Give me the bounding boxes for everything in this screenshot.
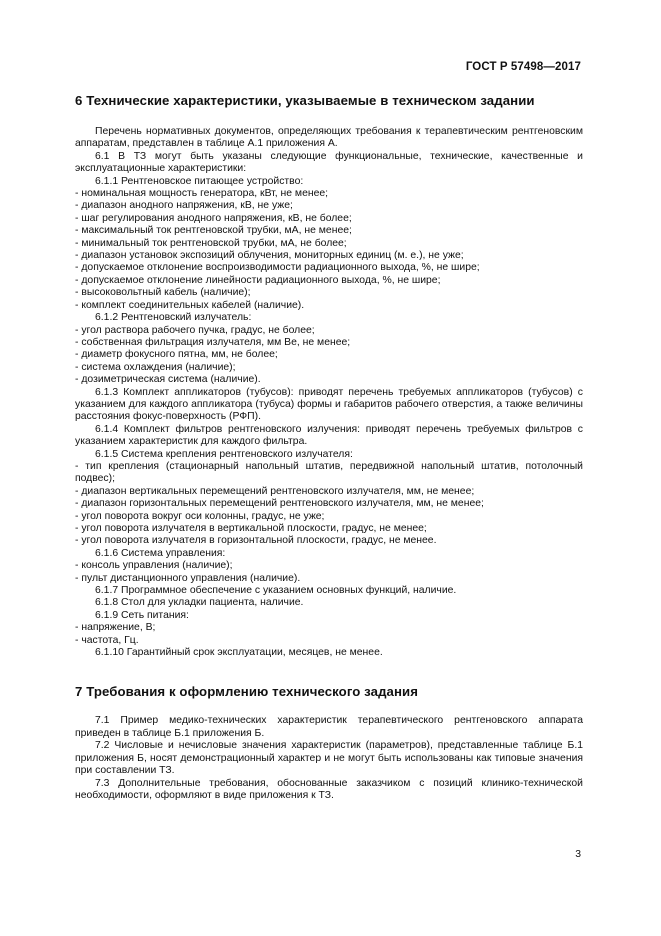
list-item: - система охлаждения (наличие); — [75, 361, 236, 373]
section-7-title: 7 Требования к оформлению технического задания — [75, 684, 419, 700]
list-6-1-9 — [75, 622, 583, 647]
list-6-1-6 — [75, 560, 583, 585]
page-content — [75, 93, 583, 802]
list-item: - дозиметрическая система (наличие). — [75, 374, 261, 386]
clause-6-1-9: 6.1.9 Сеть питания: — [95, 609, 189, 621]
list-item: - высоковольтный кабель (наличие); — [75, 287, 251, 299]
clause-6-1-2: 6.1.2 Рентгеновский излучатель: — [95, 312, 252, 324]
clause-6-1-5-mount-type: - тип крепления (стационарный напольный штатив, передвижной напольный штатив, потолочный подвес); — [75, 460, 583, 485]
clause-6-1-7: 6.1.7 Программное обеспечение с указанием основных функций, наличие. — [95, 585, 457, 597]
clause-6-1-1: 6.1.1 Рентгеновское питающее устройство: — [95, 175, 304, 187]
list-item: - шаг регулирования анодного напряжения, кВ, не более; — [75, 212, 352, 224]
list-item: - диапазон горизонтальных перемещений рентгеновского излучателя, мм, не менее; — [75, 498, 484, 510]
list-item: - консоль управления (наличие); — [75, 560, 233, 572]
list-item: - диапазон установок экспозиций облучения, мониторных единиц (м. е.), не уже; — [75, 250, 464, 262]
list-item: - номинальная мощность генератора, кВт, не менее; — [75, 188, 329, 200]
list-item: - комплект соединительных кабелей (наличие). — [75, 299, 305, 311]
section-6-intro: Перечень нормативных документов, определяющих требования к терапевтическим рентгеновским аппаратам, представлен в таблице А.1 приложения А. — [75, 126, 583, 150]
clause-6-1: 6.1 В ТЗ могут быть указаны следующие функциональные, технические, качественные и эксплуатационные характеристики: — [75, 150, 583, 175]
clause-6-1-5: 6.1.5 Система крепления рентгеновского излучателя: — [95, 448, 353, 460]
clause-7-2: 7.2 Числовые и нечисловые значения характеристик (параметров), представленные таблице Б.1 приложения Б, носят демонстрационный характер и не могут быть использованы как типовые значения при составлении ТЗ. — [75, 740, 583, 777]
list-item: - угол поворота вокруг оси колонны, градус, не уже; — [75, 510, 325, 522]
clause-6-1-8: 6.1.8 Стол для укладки пациента, наличие. — [95, 597, 304, 609]
clause-6-1-6: 6.1.6 Система управления: — [95, 547, 226, 559]
list-item: - диапазон вертикальных перемещений рентгеновского излучателя, мм, не менее; — [75, 485, 475, 497]
list-6-1-2 — [75, 325, 583, 387]
document-code: ГОСТ Р 57498—2017 — [465, 61, 581, 73]
section-6-title: 6 Технические характеристики, указываемые в техническом задании — [75, 93, 535, 108]
clause-6-1-4: 6.1.4 Комплект фильтров рентгеновского излучения: приводят перечень требуемых фильтров с указанием характеристик для каждого фильтра. — [75, 423, 583, 448]
list-item: - диаметр фокусного пятна, мм, не более; — [75, 349, 278, 361]
list-item: - угол поворота излучателя в вертикальной плоскости, градус, не менее; — [75, 523, 427, 534]
list-item: - напряжение, В; — [75, 622, 156, 634]
page-number: 3 — [575, 849, 581, 860]
list-item: - максимальный ток рентгеновской трубки, мА, не менее; — [75, 225, 352, 237]
list-item: - пульт дистанционного управления (наличие). — [75, 572, 301, 584]
clause-6-1-3: 6.1.3 Комплект аппликаторов (тубусов): приводят перечень требуемых аппликаторов (тубусов) с указанием для каждого аппликатора (тубуса) формы и габаритов рабочего отверстия, а также величины расстояния фокус-поверхность (РФП). — [75, 386, 583, 423]
list-item: - диапазон анодного напряжения, кВ, не уже; — [75, 200, 293, 212]
clause-6-1-10: 6.1.10 Гарантийный срок эксплуатации, месяцев, не менее. — [95, 647, 383, 659]
list-6-1-5 — [75, 486, 583, 548]
list-item: - частота, Гц. — [75, 634, 139, 646]
list-item: - собственная фильтрация излучателя, мм Be, не менее; — [75, 336, 351, 348]
list-item: - допускаемое отклонение линейности радиационного выхода, %, не шире; — [75, 274, 441, 286]
clause-7-1: 7.1 Пример медико-технических характеристик терапевтического рентгеновского аппарата приведен в таблице Б.1 приложения Б. — [75, 715, 583, 739]
list-6-1-1 — [75, 188, 583, 312]
list-item: - угол поворота излучателя в горизонтальной плоскости, градус, не менее. — [75, 535, 437, 547]
clause-7-3: 7.3 Дополнительные требования, обоснованные заказчиком с позиций клинико-технической необходимости, оформляют в виде приложения к ТЗ. — [75, 777, 583, 801]
list-item: - допускаемое отклонение воспроизводимости радиационного выхода, %, не шире; — [75, 262, 480, 274]
list-item: - минимальный ток рентгеновской трубки, мА, не более; — [75, 237, 347, 249]
list-item: - угол раствора рабочего пучка, градус, не более; — [75, 324, 315, 336]
